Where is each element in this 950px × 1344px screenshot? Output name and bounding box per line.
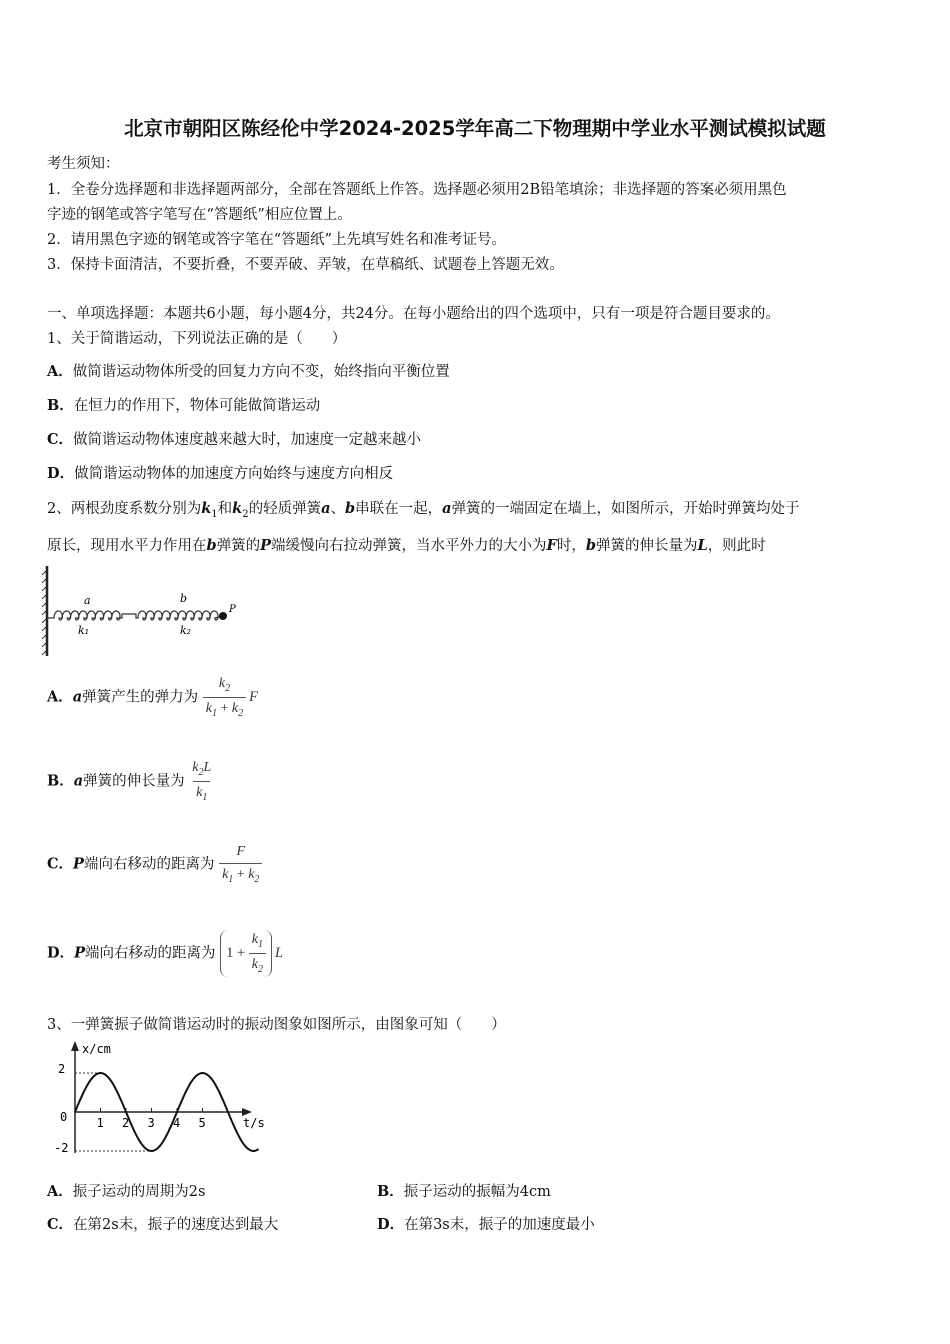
option-text: 做简谐运动物体速度越来越大时，加速度一定越来越小: [73, 432, 422, 448]
section-heading: 一、单项选择题：本题共6小题，每小题4分，共24分。在每小题给出的四个选项中，只有一项是符合题目要求的。: [47, 306, 780, 322]
var: P: [74, 944, 85, 962]
notice-heading: 考生须知：: [47, 156, 120, 172]
parenthesis: [220, 930, 272, 977]
springs: [47, 611, 223, 620]
option-label: C．: [47, 855, 74, 873]
label-k2: k₂: [180, 624, 192, 637]
sub: 2: [238, 707, 244, 719]
text: 原长，现用水平力作用在: [47, 538, 207, 554]
y-tick: 2: [58, 1062, 66, 1076]
fraction: [189, 760, 214, 803]
L: L: [203, 760, 212, 775]
q3-option-d: [377, 1213, 595, 1234]
F: F: [236, 844, 246, 859]
sub: 2: [254, 873, 260, 885]
k: k: [251, 932, 258, 947]
sub: 1: [212, 707, 217, 719]
plus: +: [220, 700, 229, 716]
option-text: 在第2s末，振子的速度达到最大: [73, 1217, 279, 1233]
var: L: [275, 945, 284, 962]
k: k: [205, 700, 212, 716]
x-tick: 3: [147, 1116, 155, 1130]
option-label: C．: [47, 431, 74, 448]
label-a: a: [84, 594, 91, 607]
text: 时，: [556, 538, 586, 554]
notice-line: 2．请用黑色字迹的钢笔或答字笔在“答题纸”上先填写姓名和准考证号。: [47, 232, 507, 248]
x-tick: 4: [173, 1116, 181, 1130]
k: k: [231, 700, 239, 716]
option-text: 做简谐运动物体的加速度方向始终与速度方向相反: [74, 466, 394, 482]
q1-option-d: [47, 462, 393, 483]
option-text: 在恒力的作用下，物体可能做简谐运动: [73, 398, 321, 414]
var: b: [585, 537, 596, 554]
text: 弹簧的一端固定在墙上，如图所示，开始时弹簧均处于: [451, 501, 800, 517]
option-text: 端向右移动的距离为: [84, 945, 216, 962]
x-tick: 5: [198, 1116, 206, 1130]
notice-line: 1．全卷分选择题和非选择题两部分，全部在答题纸上作答。选择题必须用2B铅笔填涂；非选择题的答案必须用黑色: [47, 182, 787, 198]
q1-stem: 1、关于简谐运动，下列说法正确的是（ ）: [47, 331, 347, 347]
k: k: [222, 867, 229, 882]
page-title: 北京市朝阳区陈经伦中学2024-2025学年高二下物理期中学业水平测试模拟试题: [124, 117, 826, 140]
k: k: [192, 760, 199, 775]
text: 、: [330, 501, 345, 517]
y-tick: -2: [54, 1141, 69, 1155]
text: 2、两根劲度系数分别为: [47, 501, 202, 517]
label-b: b: [180, 592, 188, 605]
sub: 2: [225, 682, 231, 694]
label-p: P: [229, 604, 236, 615]
label-k1: k₁: [78, 624, 90, 637]
fraction: [219, 844, 262, 885]
q2-option-b: [47, 760, 214, 803]
x-axis-label: t/s: [243, 1116, 265, 1130]
option-text: 弹簧产生的弹力为: [82, 689, 199, 706]
y-axis-label: x/cm: [82, 1042, 111, 1056]
k: k: [251, 956, 258, 972]
var: k: [201, 500, 212, 517]
var: a: [442, 500, 452, 517]
q2-stem-line2: [47, 534, 766, 555]
var: F: [249, 689, 258, 706]
option-text: 弹簧的伸长量为: [83, 773, 185, 790]
option-text: 振子运动的周期为2s: [72, 1184, 206, 1200]
option-label: B．: [47, 772, 74, 790]
q2-option-c: [47, 844, 262, 885]
var: F: [546, 537, 557, 554]
q2-stem-line1: [47, 497, 800, 520]
notice-line: 3．保持卡面清洁，不要折叠，不要弄破、弄皱，在草稿纸、试题卷上答题无效。: [47, 257, 564, 273]
var: P: [73, 855, 84, 873]
q1-option-a: [47, 360, 450, 381]
option-text: 端向右移动的距离为: [83, 856, 215, 873]
text: ，则此时: [707, 538, 766, 554]
spring-figure: [40, 562, 260, 658]
q2-option-a: [47, 676, 258, 719]
option-label: D．: [47, 465, 75, 482]
notice-line: 字迹的钢笔或答字笔写在“答题纸”相应位置上。: [47, 207, 352, 223]
option-label: A．: [47, 1183, 73, 1200]
q1-option-b: [47, 394, 320, 415]
q3-stem: 3、一弹簧振子做简谐运动时的振动图象如图所示，由图象可知（ ）: [47, 1017, 506, 1033]
q3-option-c: [47, 1213, 278, 1234]
q3-option-a: [47, 1180, 205, 1201]
var: k: [232, 500, 243, 517]
var: L: [697, 537, 708, 554]
option-text: 在第3s末，振子的加速度最小: [404, 1217, 595, 1233]
k: k: [218, 676, 226, 691]
sub: 2: [198, 766, 204, 778]
sub: 1: [228, 873, 234, 885]
text: 的轻质弹簧: [248, 501, 322, 517]
y-axis-arrow: [71, 1041, 79, 1051]
sub: 2: [242, 508, 249, 520]
var: b: [344, 500, 356, 517]
text: 和: [217, 501, 233, 517]
option-label: C．: [47, 1216, 74, 1233]
sub: 2: [258, 963, 263, 975]
text: 弹簧的伸长量为: [595, 538, 698, 554]
text: 串联在一起，: [355, 501, 443, 517]
q2-option-d: [47, 930, 283, 977]
fraction: [249, 932, 266, 975]
end-p: [219, 612, 227, 620]
q3-option-b: [377, 1180, 551, 1201]
one-plus: 1 +: [226, 944, 246, 961]
var: a: [321, 500, 331, 517]
option-label: A．: [47, 688, 73, 706]
k: k: [196, 784, 203, 800]
fraction: [203, 676, 246, 719]
x-tick: 2: [122, 1116, 130, 1130]
var: b: [206, 537, 217, 554]
y-tick: 0: [60, 1110, 68, 1124]
option-text: 振子运动的振幅为4cm: [403, 1184, 551, 1200]
option-label: D．: [377, 1216, 405, 1233]
option-text: 做简谐运动物体所受的回复力方向不变，始终指向平衡位置: [72, 364, 450, 380]
k: k: [248, 867, 255, 882]
x-tick: 1: [96, 1116, 104, 1130]
x-axis-arrow: [242, 1108, 252, 1116]
q1-option-c: [47, 428, 421, 449]
sub: 1: [202, 791, 208, 803]
vibration-graph: [40, 1035, 280, 1160]
text: 端缓慢向右拉动弹簧，当水平外力的大小为: [271, 538, 547, 554]
text: 弹簧的: [216, 538, 261, 554]
option-label: D．: [47, 944, 75, 962]
var: P: [260, 537, 272, 554]
plus: +: [236, 867, 245, 882]
option-label: B．: [377, 1183, 404, 1200]
option-label: B．: [47, 397, 74, 414]
sub: 1: [258, 938, 263, 950]
var: a: [72, 688, 83, 706]
option-label: A．: [47, 363, 73, 380]
sub: 1: [211, 508, 218, 520]
var: a: [73, 772, 84, 790]
